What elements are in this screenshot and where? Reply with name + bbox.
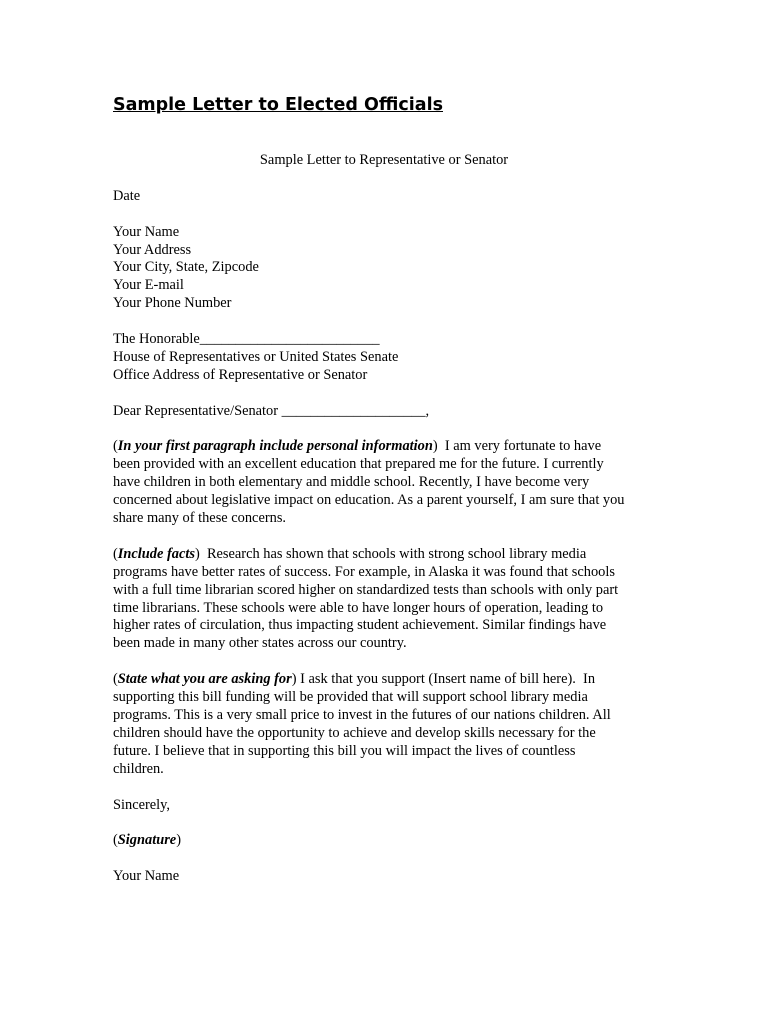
closing-name: Your Name: [113, 868, 180, 885]
paragraph-lead: Include facts: [117, 545, 195, 562]
sender-block: [113, 224, 668, 314]
paragraph-line: future. I believe that in supporting this bill you will impact the lives of countless: [113, 742, 576, 759]
paragraph-line: with a full time librarian scored higher on standardized tests than schools with only part: [113, 581, 619, 598]
paragraph-line: higher rates of circulation, thus impacting student achievement. Similar findings have: [113, 617, 607, 634]
paragraph-line: supporting this bill funding will be provided that will support school library media: [113, 689, 588, 706]
sender-email: Your E-mail: [113, 277, 184, 294]
paragraph-line: been made in many other states across our country.: [113, 635, 407, 652]
paragraph-line: been provided with an excellent education that prepared me for the future. I currently: [113, 456, 604, 473]
paragraph-line: share many of these concerns.: [113, 510, 287, 527]
recipient-honorable: The Honorable_________________________: [113, 331, 380, 348]
paragraph-line: time librarians. These schools were able to have longer hours of operation, leading to: [113, 599, 604, 616]
recipient-office: Office Address of Representative or Senator: [113, 366, 368, 383]
paragraph-line: concerned about legislative impact on education. As a parent yourself, I am sure that you: [113, 492, 625, 509]
paragraph-request: [113, 671, 668, 778]
signature-placeholder: Signature: [117, 832, 177, 849]
salutation: Dear Representative/Senator ____________________,: [113, 402, 430, 419]
sender-name: Your Name: [113, 223, 180, 240]
paragraph-facts: [113, 546, 668, 653]
paragraph-line: (In your first paragraph include personal information) I am very fortunate to have: [113, 438, 602, 455]
recipient-block: [113, 331, 668, 385]
page-title: Sample Letter to Elected Officials: [113, 95, 443, 115]
paragraph-line: children should have the opportunity to achieve and develop skills necessary for the: [113, 724, 596, 741]
sender-city: Your City, State, Zipcode: [113, 259, 259, 276]
letter-subtitle: Sample Letter to Representative or Senator: [259, 152, 509, 168]
paragraph-lead: In your first paragraph include personal information: [117, 438, 433, 455]
sender-address: Your Address: [113, 241, 192, 258]
recipient-chamber: House of Representatives or United States Senate: [113, 348, 399, 365]
sender-phone: Your Phone Number: [113, 295, 232, 312]
paragraph-line: (State what you are asking for) I ask that you support (Insert name of bill here). In: [113, 671, 596, 688]
paragraph-line: children.: [113, 760, 164, 777]
paragraph-line: programs have better rates of success. For example, in Alaska it was found that schools: [113, 563, 615, 580]
paragraph-line: programs. This is a very small price to invest in the futures of our nations children. All: [113, 706, 611, 723]
date-line: Date: [113, 187, 141, 204]
paragraph-line: have children in both elementary and middle school. Recently, I have become very: [113, 474, 590, 491]
signature-line: (Signature): [113, 832, 181, 849]
paragraph-line: (Include facts) Research has shown that schools with strong school library media: [113, 545, 587, 562]
paragraph-lead: State what you are asking for: [117, 671, 292, 688]
closing: Sincerely,: [113, 796, 171, 813]
paragraph-personal-info: [113, 438, 668, 528]
